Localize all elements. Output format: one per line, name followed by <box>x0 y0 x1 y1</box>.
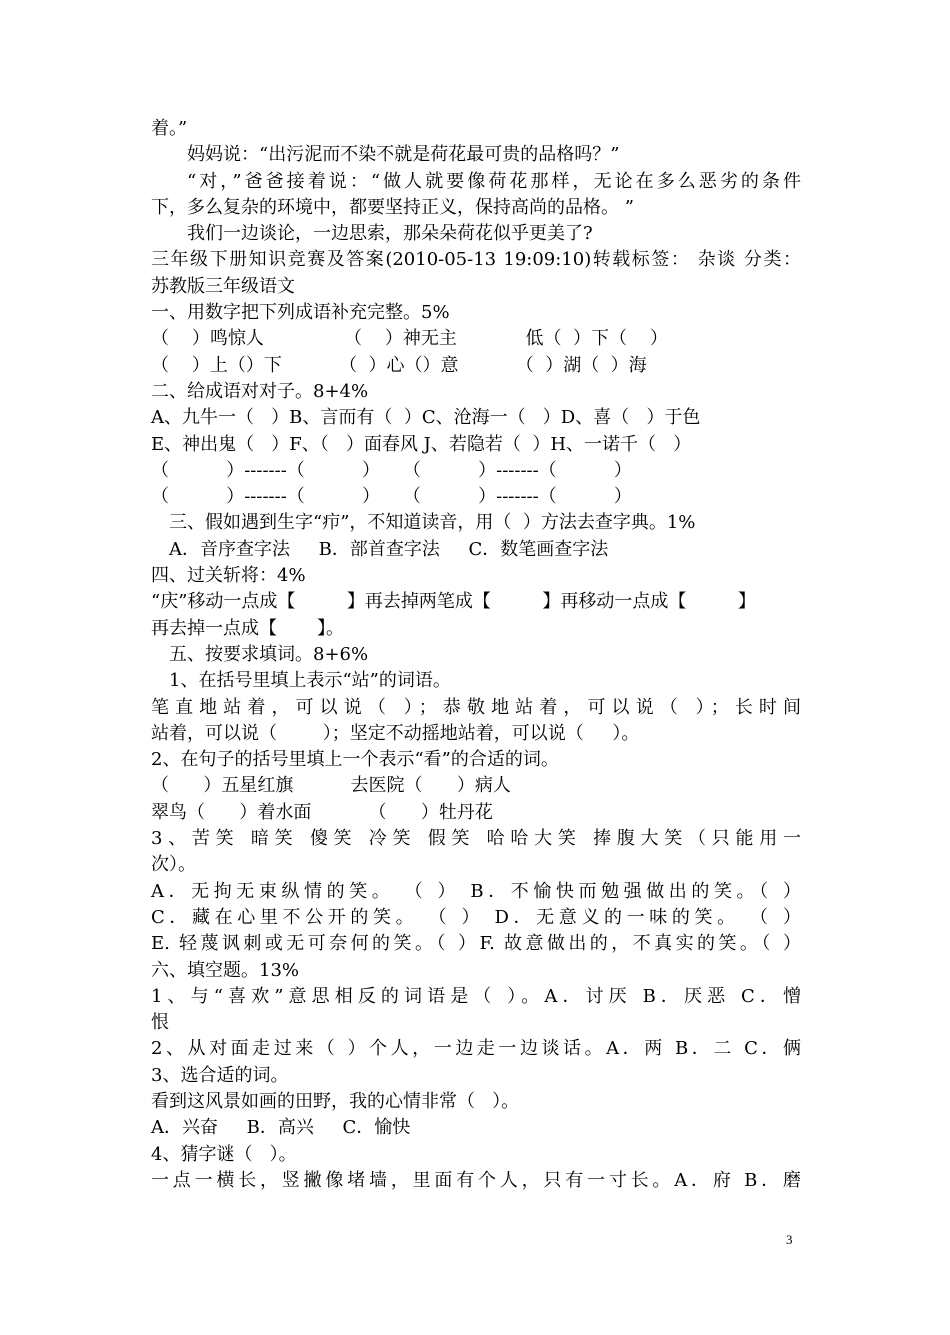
text-line: 恨 <box>151 1012 169 1034</box>
text-line: “对，”爸爸接着说：“做人就要像荷花那样，无论在多么恶劣的条件 <box>187 170 801 192</box>
text-line: A．兴奋 B．高兴 C．愉快 <box>151 1117 411 1139</box>
text-line: A、九牛一（ ）B、言而有（ ）C、沧海一（ ）D、喜（ ）于色 <box>151 407 701 429</box>
text-line: 苏教版三年级语文 <box>151 275 295 297</box>
text-line: E、神出鬼（ ）F、（ ）面春风 J、若隐若（ ）H、一诺千（ ） <box>151 433 692 455</box>
text-line: A．无拘无束纵情的笑。 （ ） B．不愉快而勉强做出的笑。（ ） <box>151 880 801 902</box>
text-line: C．藏在心里不公开的笑。 （ ） D．无意义的一味的笑。 （ ） <box>151 906 801 928</box>
text-line: 1、与“喜欢”意思相反的词语是（ ）。A．讨厌 B．厌恶 C．憎 <box>151 985 801 1007</box>
document-body <box>151 116 801 1194</box>
text-line: 站着，可以说（ ）；坚定不动摇地站着，可以说（ ）。 <box>151 722 640 744</box>
text-line: 一点一横长，竖撇像堵墙，里面有个人，只有一寸长。A．府 B．磨 <box>151 1169 801 1191</box>
text-line: 3、选合适的词。 <box>151 1064 289 1086</box>
text-line: 1、在括号里填上表示“站”的词语。 <box>169 670 451 692</box>
text-line: 我们一边谈论，一边思索，那朵朵荷花似乎更美了? <box>187 223 593 245</box>
text-line: 二、给成语对对子。8+4% <box>151 380 369 402</box>
text-line: （ ）上（）下 （ ）心（）意 （ ）湖（ ）海 <box>151 354 647 376</box>
text-line: “庆”移动一点成【 】再去掉两笔成【 】再移动一点成【 】 <box>151 591 756 613</box>
text-line: 一、用数字把下列成语补充完整。5% <box>151 302 450 324</box>
text-line: （ ）-------（ ） （ ）-------（ ） <box>151 486 632 508</box>
text-line: 2、从对面走过来（ ）个人，一边走一边谈话。A．两 B．二 C．俩 <box>151 1038 801 1060</box>
text-line: （ ）-------（ ） （ ）-------（ ） <box>151 459 632 481</box>
text-line: 3、苦笑 暗笑 傻笑 冷笑 假笑 哈哈大笑 捧腹大笑（只能用一 <box>151 828 801 850</box>
text-line: 妈妈说：“出污泥而不染不就是荷花最可贵的品格吗？” <box>187 144 620 166</box>
text-line: 次）。 <box>151 854 196 876</box>
text-line: 4、猜字谜（ ）。 <box>151 1143 297 1165</box>
text-line: 五、按要求填词。8+6% <box>169 643 369 665</box>
text-line: 着。” <box>151 118 188 139</box>
text-line: 下，多么复杂的环境中，都要坚持正义，保持高尚的品格。 ” <box>151 196 634 218</box>
text-line: （ ）五星红旗 去医院（ ）病人 <box>151 775 511 797</box>
text-line: 三、假如遇到生字“疖”，不知道读音，用（ ）方法去查字典。1% <box>169 512 696 534</box>
text-line: 看到这风景如画的田野，我的心情非常（ ）。 <box>151 1090 520 1112</box>
text-line: （ ）鸣惊人 （ ）神无主 低（ ）下（ ） <box>151 328 668 350</box>
text-line: A．音序查字法 B．部首查字法 C．数笔画查字法 <box>169 538 609 560</box>
text-line: 笔直地站着，可以说（ ）；恭敬地站着，可以说（ ）；长时间 <box>151 696 801 718</box>
text-line: E. 轻蔑讽刺或无可奈何的笑。（ ）F. 故意做出的，不真实的笑。（ ） <box>151 933 801 955</box>
text-line: 2、在句子的括号里填上一个表示“看”的合适的词。 <box>151 749 559 771</box>
text-line: 三年级下册知识竞赛及答案(2010-05-13 19:09:10)转载标签： 杂谈 分类： <box>151 249 801 271</box>
page-number: 3 <box>786 1232 793 1247</box>
text-line: 六、填空题。13% <box>151 959 300 981</box>
text-line: 翠鸟（ ）着水面 （ ）牡丹花 <box>151 801 493 823</box>
text-line: 四、过关斩将：4% <box>151 565 306 587</box>
text-line: 再去掉一点成【 】。 <box>151 617 345 639</box>
